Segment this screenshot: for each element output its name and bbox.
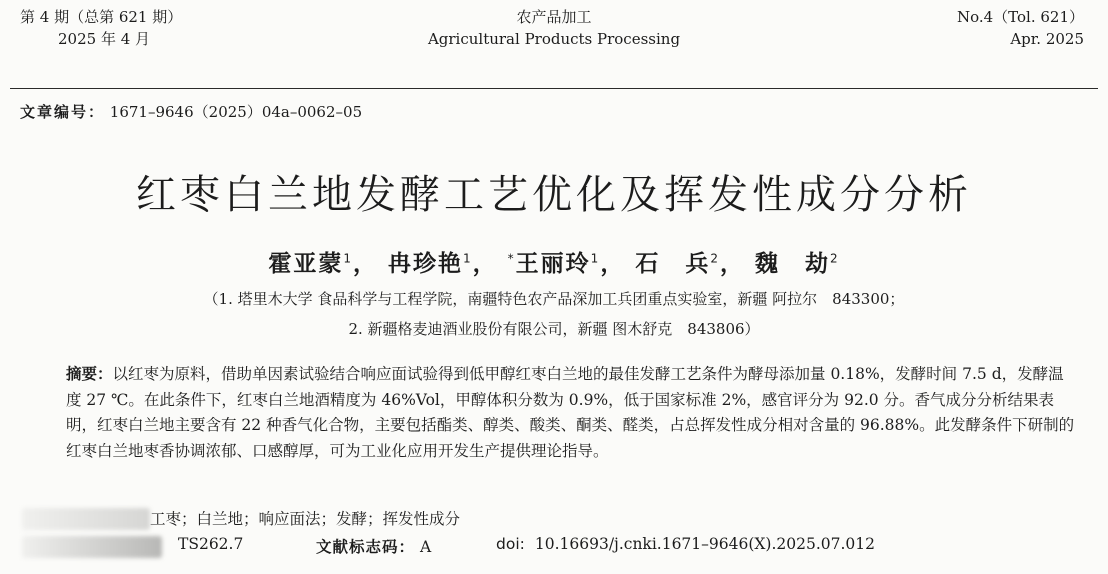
keywords: 工枣；白兰地；响应面法；发酵；挥发性成分: [150, 510, 461, 528]
journal-name-en: Agricultural Products Processing: [427, 30, 681, 48]
date-cn: 2025 年 4 月: [58, 30, 151, 48]
article-number-value: 1671–9646（2025）04a–0062–05: [109, 103, 363, 121]
journal-name-cn: 农产品加工: [516, 8, 592, 26]
header-right: [957, 6, 1084, 50]
affiliation-2: 2. 新疆格麦迪酒业股份有限公司，新疆 图木舒克 843806）: [348, 320, 760, 338]
blurred-clc-label: [22, 536, 162, 558]
author: 霍亚蒙$^1$，: [268, 251, 378, 277]
issue-cn: 第 4 期（总第 621 期）: [20, 8, 183, 26]
document-code-value: A: [419, 538, 432, 556]
doi-label: doi:: [496, 535, 525, 553]
header-center: [0, 6, 1108, 50]
author-list: [0, 245, 1108, 278]
article-number: [20, 101, 362, 122]
issue-en: No.4（Tol. 621）: [956, 8, 1084, 26]
clc-number: TS262.7: [178, 535, 244, 553]
doi: [496, 535, 875, 553]
affiliation-1: （1. 塔里木大学 食品科学与工程学院，南疆特色农产品深加工兵团重点实验室，新疆 阿拉尔 843300；: [203, 290, 905, 308]
author: 石 兵$^2$，: [635, 251, 745, 277]
author-corresponding: *王丽玲$^1$，: [507, 251, 626, 277]
author: 冉珍艳$^1$，: [388, 251, 498, 277]
author: 魏 劫$^2$: [754, 251, 840, 277]
abstract-text: 以红枣为原料，借助单因素试验结合响应面试验得到低甲醇红枣白兰地的最佳发酵工艺条件为酵母添加量 0.18%，发酵时间 7.5 d，发酵温度 27 ℃。在此条件下，红枣白兰地酒精度为 46%Vol，甲醇体积分数为 0.9%，低于国家标准 2%，感官评分为 92.0 分。香气成分分析结果表明，红枣白兰地主要含有 22 种香气化合物，主要包括酯类、醇类、酸类、酮类、醛类，占总挥发性成分相对含量的 96.88%。此发酵条件下研制的红枣白兰地枣香协调浓郁、口感醇厚，可为工业化应用开发生产提供理论指导。: [66, 365, 1075, 460]
blurred-keywords-label: [22, 508, 150, 530]
abstract-label: 摘要：: [66, 365, 113, 383]
article-number-label: 文章编号：: [20, 103, 106, 121]
document-code: [316, 535, 431, 557]
date-en: Apr. 2025: [1010, 30, 1084, 48]
journal-header: [0, 6, 1108, 86]
header-rule: [10, 88, 1098, 89]
document-code-label: 文献标志码：: [316, 538, 416, 556]
abstract: [66, 362, 1078, 464]
paper-title: 红枣白兰地发酵工艺优化及挥发性成分分析: [136, 172, 972, 218]
doi-value: 10.16693/j.cnki.1671–9646(X).2025.07.012: [534, 535, 876, 553]
